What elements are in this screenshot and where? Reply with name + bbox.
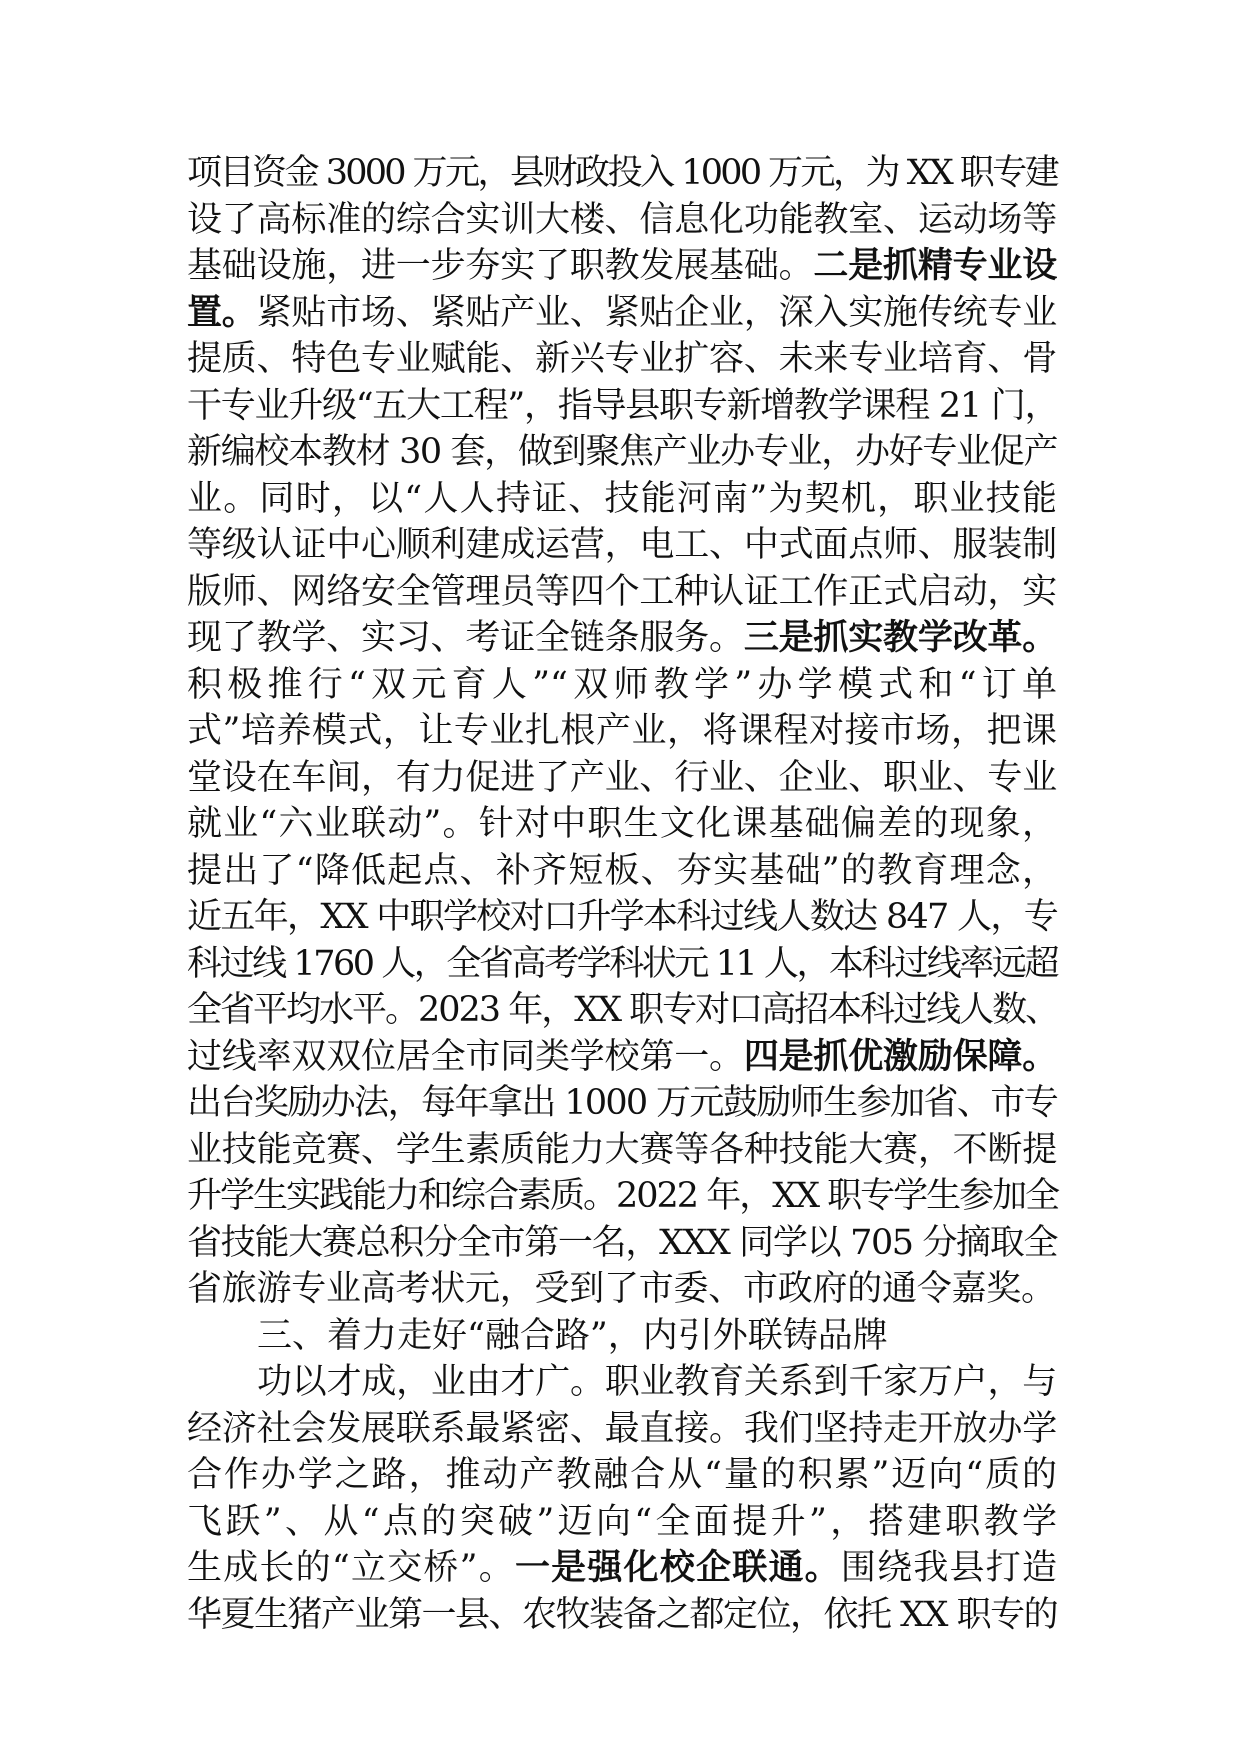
heading-text: 三、着力走好“融合路”，内引外联铸品牌 [257,1315,888,1356]
text-line [187,1406,1057,1453]
text-line [187,1034,1057,1081]
section-heading [187,1313,1057,1360]
text-segment: 经济社会发展联系最紧密、最直接。我们坚持走开放办学 [187,1408,1057,1449]
text-line [187,569,1057,616]
text-line [187,150,1057,197]
text-segment: 紧贴市场、紧贴产业、紧贴企业，深入实施传统专业 [256,292,1057,333]
text-segment: 围绕我县打造 [840,1548,1057,1588]
text-line [187,941,1057,988]
text-segment: 飞跃”、从“点的突破”迈向“全面提升”，搭建职教学 [187,1501,1057,1542]
text-line [187,243,1057,290]
text-line [187,1499,1057,1546]
text-line [187,708,1057,755]
text-segment: 积极推行“双元育人”“双师教学”办学模式和“订单 [187,664,1057,705]
text-line [187,1220,1057,1267]
text-segment: 全省平均水平。2023 年，XX 职专对口高招本科过线人数、 [187,990,1059,1030]
text-line [187,1592,1057,1639]
text-line [187,615,1057,662]
text-line [187,290,1057,337]
text-segment: 近五年，XX 中职学校对口升学本科过线人数达 847 人，专 [187,897,1057,937]
text-segment: 现了教学、实习、考证全链条服务。 [187,618,744,658]
text-segment: 堂设在车间，有力促进了产业、行业、企业、职业、专业 [187,757,1057,798]
text-segment: 科过线 1760 人，全省高考学科状元 11 人，本科过线率远超 [187,943,1057,984]
text-segment: 出台奖励办法，每年拿出 1000 万元鼓励师生参加省、市专 [187,1083,1057,1123]
text-line [187,522,1057,569]
text-segment: 过线率双双位居全市同类学校第一。 [187,1036,744,1077]
bold-lead-phrase: 一是强化校企联通。 [514,1548,841,1588]
text-segment: 版师、网络安全管理员等四个工种认证工作正式启动，实 [187,571,1057,612]
text-line [187,987,1057,1034]
paragraph-first-line [187,1359,1057,1406]
text-segment: 升学生实践能力和综合素质。2022 年，XX 职专学生参加全 [187,1176,1059,1216]
text-segment: 省技能大赛总积分全市第一名，XXX 同学以 705 分摘取全 [187,1222,1057,1263]
text-segment: 基础设施，进一步夯实了职教发展基础。 [187,246,814,286]
bold-lead-phrase: 二是抓精专业设 [813,246,1057,286]
text-line [187,383,1057,430]
text-segment: 功以才成，业由才广。职业教育关系到千家万户，与 [257,1362,1057,1402]
text-line [187,197,1057,244]
text-segment: 新编校本教材 30 套，做到聚焦产业办专业，办好专业促产 [187,432,1057,472]
document-body [187,150,1057,1638]
text-segment: 就业“六业联动”。针对中职生文化课基础偏差的现象， [187,804,1057,844]
text-segment: 等级认证中心顺利建成运营，电工、中式面点师、服装制 [187,525,1057,565]
text-line [187,1173,1057,1220]
text-line [187,1080,1057,1127]
text-segment: 设了高标准的综合实训大楼、信息化功能教室、运动场等 [187,199,1057,240]
text-segment: 生成长的“立交桥”。 [187,1548,515,1588]
bold-lead-phrase: 四是抓优激励保障。 [743,1036,1057,1077]
text-segment: 合作办学之路，推动产教融合从“量的积累”迈向“质的 [187,1455,1057,1495]
text-segment: 干专业升级“五大工程”，指导县职专新增教学课程 21 门， [187,385,1059,426]
text-line [187,1127,1057,1174]
text-segment: 提质、特色专业赋能、新兴专业扩容、未来专业培育、骨 [187,339,1057,379]
text-line [187,755,1057,802]
text-line [187,894,1057,941]
text-line [187,801,1057,848]
text-segment: 业技能竞赛、学生素质能力大赛等各种技能大赛，不断提 [187,1129,1057,1170]
text-segment: 业。同时，以“人人持证、技能河南”为契机，职业技能 [187,478,1057,519]
text-line [187,1452,1057,1499]
paragraph-last-line [187,1266,1057,1313]
text-segment: 省旅游专业高考状元，受到了市委、市政府的通令嘉奖。 [187,1269,1056,1309]
text-segment: 华夏生猪产业第一县、农牧装备之都定位，依托 XX 职专的 [187,1594,1058,1635]
text-segment: 提出了“降低起点、补齐短板、夯实基础”的教育理念， [187,850,1057,891]
text-line [187,1545,1057,1592]
text-segment: 式”培养模式，让专业扎根产业，将课程对接市场，把课 [187,711,1057,751]
text-line [187,429,1057,476]
text-line [187,848,1057,895]
bold-lead-phrase: 置。 [187,292,257,333]
text-line [187,336,1057,383]
bold-lead-phrase: 三是抓实教学改革。 [743,618,1057,658]
text-line [187,476,1057,523]
text-segment: 项目资金 3000 万元，县财政投入 1000 万元，为 XX 职专建 [187,153,1057,193]
text-line [187,662,1057,709]
